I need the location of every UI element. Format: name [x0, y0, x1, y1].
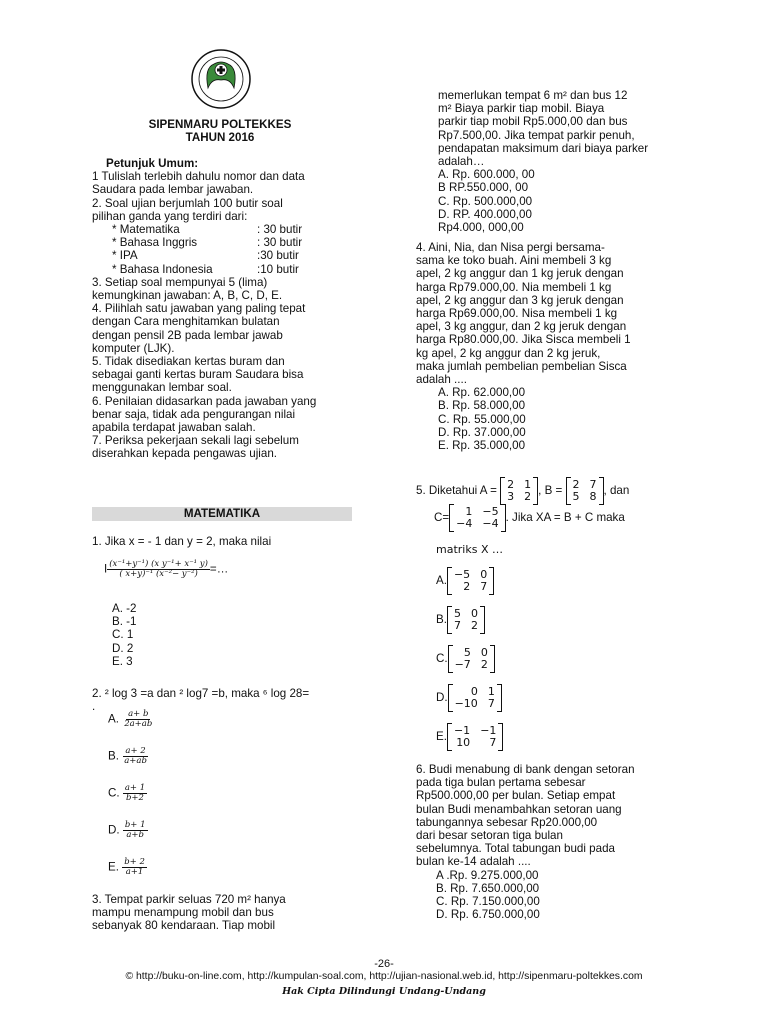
matrix-cell: 0 — [480, 568, 488, 581]
option-denominator: a+1 — [125, 867, 144, 877]
question-stem: 5. Diketahui A = — [416, 484, 497, 498]
option-label: D. — [108, 823, 120, 837]
matrix-c — [449, 504, 505, 532]
matrix-cell: 2 — [463, 580, 471, 593]
question-line: apel, 2 kg anggur dan 1 kg jeruk dengan — [416, 267, 624, 281]
option-denominator: 2a+ab — [124, 719, 153, 729]
q1-fraction — [107, 560, 210, 579]
matrix-cell: 7 — [487, 697, 495, 710]
q1-numerator: (x⁻¹+y⁻¹) (x y⁻¹+ x⁻¹ y) — [109, 559, 208, 569]
question-stem: , dan — [603, 484, 630, 498]
option-numerator: b+ 1 — [124, 820, 146, 830]
answer-option: C. Rp. 7.150.000,00 — [436, 895, 540, 909]
instruction-line: 1 Tulislah terlebih dahulu nomor dan data — [92, 170, 305, 184]
instruction-line: menggunakan lembar soal. — [92, 381, 232, 395]
q1-expression: I $\frac{\text{(x⁻¹+y⁻¹) (x y⁻¹+ x⁻¹ y)}}{\text{( x+y)⁻¹ (x⁻²− y⁻²)}}$ =… — [104, 559, 229, 579]
subject-list — [92, 223, 362, 276]
subject-count: : 30 butir — [257, 223, 303, 237]
subject-name: * Bahasa Indonesia — [112, 262, 213, 276]
instruction-line: 2. Soal ujian berjumlah 100 butir soal — [92, 196, 283, 210]
matrix-cell: −5 — [453, 568, 471, 581]
answer-option: B. Rp. 7.650.000,00 — [436, 881, 540, 895]
question-stem: 2. ² log 3 =a dan ² log7 =b, maka ⁶ log 28= — [92, 687, 310, 700]
question-stem: , B = — [538, 484, 563, 498]
copyright-notice: Hak Cipta Dilindungi Undang-Undang — [282, 986, 486, 997]
answer-option: E. 3 — [112, 654, 133, 668]
matrix-cell: 1 — [524, 478, 532, 491]
matrix-a — [500, 477, 538, 505]
option-label: E. — [108, 860, 119, 874]
question-5 — [416, 477, 629, 505]
question-line: maka jumlah pembelian pembelian Sisca — [416, 359, 627, 373]
instruction-line: pilihan ganda yang terdiri dari: — [92, 209, 248, 223]
option-label: A. — [436, 574, 447, 588]
answer-option: A. Rp. 62.000,00 — [438, 386, 526, 400]
matrix-cell: 2 — [507, 478, 515, 491]
matrix-cell: 7 — [480, 580, 488, 593]
matrix-cell: 1 — [465, 505, 473, 518]
question-line: harga Rp79.000,00. Nia membeli 1 kg — [416, 280, 612, 294]
q1-options — [112, 602, 136, 668]
answer-option — [436, 645, 503, 684]
q2-options — [108, 710, 154, 895]
matrix-cell: 10 — [456, 736, 471, 749]
instruction-line: 5. Tidak disediakan kertas buram dan — [92, 355, 285, 369]
question-line: kg apel, 2 kg anggur dan 2 kg jeruk, — [416, 346, 601, 360]
answer-option: A. Rp. 600.000, 00 — [438, 168, 535, 182]
subject-name: * Matematika — [112, 223, 180, 237]
option-label: C. — [436, 652, 448, 666]
matrix-cell: −1 — [480, 724, 497, 737]
instruction-line: 4. Pilihlah satu jawaban yang paling tepat — [92, 302, 306, 316]
option-numerator: b+ 2 — [124, 857, 145, 867]
option-label: B. — [108, 749, 119, 763]
footer-links: © http://buku-on-line.com, http://kumpulan-soal.com, http://ujian-nasional.web.id, http://sipenmaru-poltekkes.com — [125, 971, 643, 982]
option-label: C. — [108, 786, 120, 800]
matrix-cell: 2 — [470, 619, 478, 632]
option-numerator: a+ b — [128, 709, 149, 719]
subject-name: * Bahasa Inggris — [112, 236, 198, 250]
instruction-line: dengan pensil 2B pada lembar jawab — [92, 328, 283, 342]
page-number: -26- — [374, 958, 394, 970]
answer-option: Rp4.000, 000,00 — [438, 221, 524, 235]
question-line: sebelumnya. Total tabungan budi pada — [416, 842, 615, 856]
answer-option — [436, 684, 503, 723]
question-line: bulan ke-14 adalah .... — [416, 855, 531, 869]
question-stem: C= — [434, 511, 450, 525]
instruction-line: Saudara pada lembar jawaban. — [92, 183, 254, 197]
matrix-cell: −1 — [453, 724, 471, 737]
matrix-cell: 8 — [589, 490, 597, 503]
question-line: tabungannya sebesar Rp20.000,00 — [416, 815, 598, 829]
section-title: MATEMATIKA — [92, 507, 352, 521]
option-label: D. — [436, 691, 448, 705]
instruction-line: 6. Penilaian didasarkan pada jawaban yang — [92, 394, 317, 408]
question-4 — [416, 241, 631, 452]
matrix-cell: −5 — [482, 505, 499, 518]
matrix-cell: 5 — [463, 646, 471, 659]
instruction-line: benar saja, tidak ada pengurangan nilai — [92, 407, 296, 421]
question-line: apel, 3 kg anggur, dan 2 kg jeruk dengan — [416, 320, 627, 334]
answer-option: D. RP. 400.000,00 — [438, 207, 532, 221]
matrix-cell: 7 — [453, 619, 461, 632]
option-label: A. — [108, 712, 119, 726]
exam-title: SIPENMARU POLTEKKES — [148, 118, 292, 131]
matrix-cell: −4 — [482, 517, 499, 530]
matrix-cell: 5 — [453, 607, 461, 620]
q1-denominator: ( x+y)⁻¹ (x⁻²− y⁻²) — [119, 569, 198, 579]
answer-option: B. -1 — [112, 615, 137, 629]
answer-option — [108, 747, 154, 784]
matrix-cell: 0 — [470, 685, 478, 698]
question-5-line2 — [434, 504, 625, 532]
matrix-cell: 5 — [572, 490, 580, 503]
instruction-line: diserahkan kepada pengawas ujian. — [92, 447, 277, 461]
instruction-line: 3. Setiap soal mempunyai 5 (lima) — [92, 275, 268, 289]
answer-option: B. Rp. 58.000,00 — [438, 399, 526, 413]
matrix-cell: −7 — [454, 658, 471, 671]
matrix-cell: 3 — [507, 490, 515, 503]
matrix-cell: 7 — [489, 736, 497, 749]
option-label: E. — [436, 730, 447, 744]
matrix-cell: 2 — [524, 490, 532, 503]
question-line: memerlukan tempat 6 m² dan bus 12 — [438, 89, 628, 102]
matrix-cell: 2 — [572, 478, 580, 491]
option-denominator: a+b — [126, 830, 144, 840]
option-label: B. — [436, 613, 447, 627]
instructions-heading: Petunjuk Umum: — [106, 157, 199, 170]
question-line: harga Rp80.000,00. Jika Sisca membeli 1 — [416, 333, 631, 347]
answer-option: D. Rp. 6.750.000,00 — [436, 908, 540, 922]
bakti-husada-logo-icon — [190, 48, 252, 114]
matrix-cell: 0 — [470, 607, 478, 620]
question-3-cont — [438, 89, 648, 234]
answer-option: E. Rp. 35.000,00 — [438, 439, 526, 453]
matrix-cell: 0 — [480, 646, 488, 659]
subject-count: :30 butir — [257, 249, 299, 263]
question-1 — [92, 535, 362, 548]
question-line: parkir tiap mobil Rp5.000,00 dan bus — [438, 115, 628, 129]
answer-option: A. -2 — [112, 602, 137, 615]
answer-option — [436, 606, 503, 645]
answer-option: B RP.550.000, 00 — [438, 181, 529, 195]
question-5-line3: matriks X … — [436, 543, 503, 556]
question-line: Rp7.500,00. Jika tempat parkir penuh, — [438, 128, 635, 142]
question-line: harga Rp69.000,00. Nisa membeli 1 kg — [416, 307, 618, 321]
question-line: m² Biaya parkir tiap mobil. Biaya — [438, 102, 605, 116]
question-stem: . Jika XA = B + C maka — [505, 511, 625, 525]
question-line: pada tiga bulan pertama sebesar — [416, 776, 586, 790]
question-6 — [416, 763, 635, 921]
option-denominator: b+2 — [125, 793, 144, 803]
matrix-cell: −4 — [456, 517, 473, 530]
answer-option — [108, 858, 154, 895]
answer-option: D. Rp. 37.000,00 — [438, 425, 526, 439]
answer-option: A .Rp. 9.275.000,00 — [436, 868, 539, 882]
question-line: bulan Budi menambahkan setoran uang — [416, 802, 622, 816]
question-line: 6. Budi menabung di bank dengan setoran — [416, 763, 635, 776]
question-stem: 1. Jika x = - 1 dan y = 2, maka nilai — [92, 535, 272, 548]
q5-options — [436, 567, 503, 762]
question-line: 4. Aini, Nia, dan Nisa pergi bersama- — [416, 241, 605, 254]
answer-option — [108, 821, 154, 858]
matrix-cell: 7 — [589, 478, 597, 491]
subject-name: * IPA — [112, 249, 138, 263]
question-line: mampu menampung mobil dan bus — [92, 906, 274, 920]
question-line: apel, 2 kg anggur dan 3 kg jeruk dengan — [416, 293, 624, 307]
general-instructions — [92, 157, 362, 461]
answer-option: C. 1 — [112, 628, 134, 642]
question-line: adalah .... — [416, 373, 467, 387]
header — [120, 118, 320, 144]
question-line: Rp500.000,00 per bulan. Setiap empat — [416, 789, 616, 803]
subject-count: : 30 butir — [257, 236, 303, 250]
exam-year: TAHUN 2016 — [185, 131, 255, 145]
answer-option: C. Rp. 55.000,00 — [438, 412, 526, 426]
answer-option: C. Rp. 500.000,00 — [438, 194, 533, 208]
question-line: dari besar setoran tiga bulan — [416, 829, 563, 843]
instruction-line: apabila terdapat jawaban salah. — [92, 421, 256, 435]
instruction-line: 7. Periksa pekerjaan sekali lagi sebelum — [92, 434, 299, 448]
answer-option — [108, 710, 154, 747]
question-3-start — [92, 893, 286, 933]
instruction-line: kemungkinan jawaban: A, B, C, D, E. — [92, 289, 283, 303]
answer-option: D. 2 — [112, 641, 134, 655]
instruction-line: dengan Cara menghitamkan bulatan — [92, 315, 280, 329]
answer-option — [436, 723, 503, 762]
answer-option — [436, 567, 503, 606]
question-line: sebanyak 80 kendaraan. Tiap mobil — [92, 919, 276, 933]
matrix-cell: −10 — [454, 697, 478, 710]
matrix-cell: 2 — [480, 658, 488, 671]
q1-tail: =… — [209, 562, 229, 576]
question-stem-cont: . — [92, 700, 96, 714]
logo — [190, 48, 252, 114]
option-denominator: a+ab — [124, 756, 147, 766]
subject-count: :10 butir — [257, 262, 299, 276]
instruction-line: sebagai ganti kertas buram Saudara bisa — [92, 368, 304, 382]
question-line: 3. Tempat parkir seluas 720 m² hanya — [92, 893, 286, 906]
matrix-cell: 1 — [487, 685, 495, 698]
matrix-b — [566, 477, 604, 505]
question-line: sama ke toko buah. Aini membeli 3 kg — [416, 254, 612, 268]
question-line: adalah… — [438, 155, 485, 169]
question-line: pendapatan maksimum dari biaya parker — [438, 141, 649, 155]
answer-option — [108, 784, 154, 821]
option-numerator: a+ 2 — [125, 746, 146, 756]
instruction-line: komputer (LJK). — [92, 341, 175, 355]
option-numerator: a+ 1 — [124, 783, 146, 793]
